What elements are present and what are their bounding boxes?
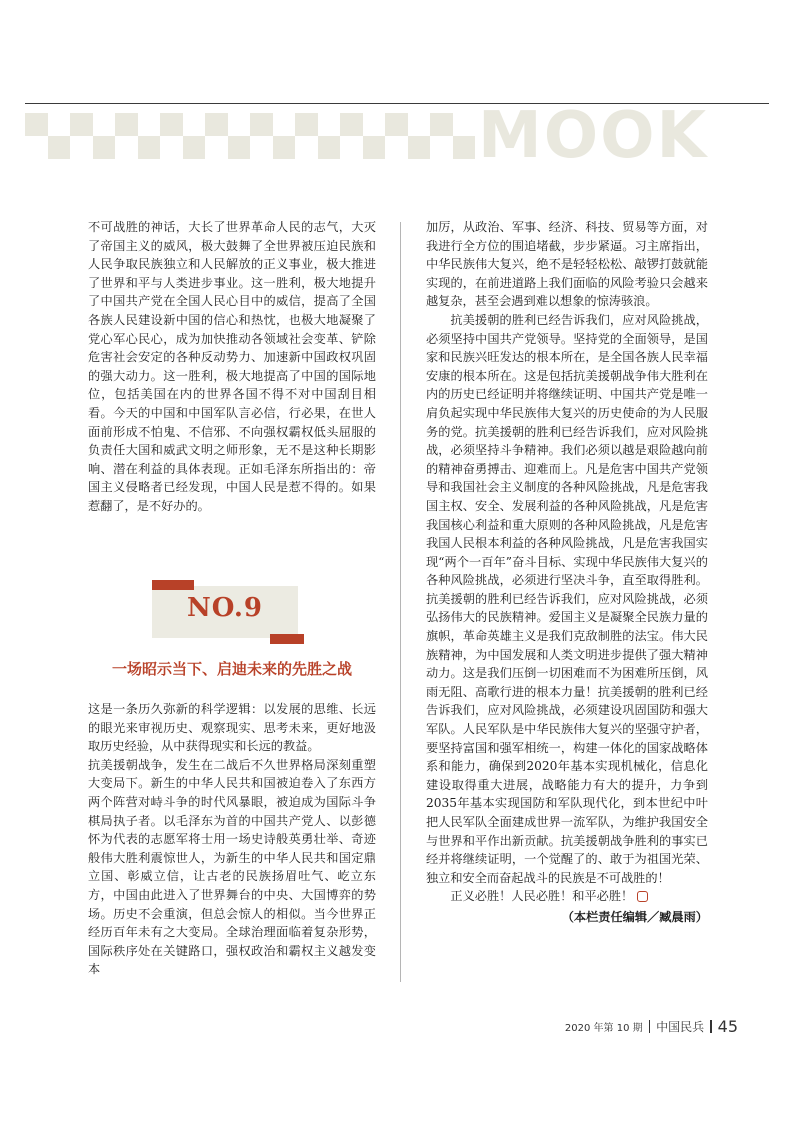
checker-square: [183, 136, 206, 159]
page-footer: [565, 1017, 738, 1036]
paragraph: 抗美援朝战争，发生在二战后不久世界格局深刻重塑大变局下。新生的中华人民共和国被迫卷入了东西方两个阵营对峙斗争的时代风暴眼，被迫成为国际斗争棋局执子者。以毛泽东为首的中国共产党人、以彭德怀为代表的志愿军将士用一场史诗般英勇壮举、奇迹般伟大胜利震惊世人，为新生的中华人民共和国定鼎立国、彰威立信，让古老的民族扬眉吐气、屹立东方，中国由此进入了世界舞台的中央、大国博弈的势场。历史不会重演，但总会惊人的相似。当今世界正经历百年未有之大变局。全球治理面临着复杂形势，国际秩序处在关键路口，强权政治和霸权主义越发变本: [88, 757, 376, 977]
section-number-badge: [152, 580, 304, 644]
left-column-bottom: [88, 700, 376, 979]
closing-line: [426, 887, 708, 906]
section-number-bar-bottom: [270, 634, 304, 644]
checker-square: [25, 113, 48, 136]
checker-square: [115, 113, 138, 136]
checker-square: [273, 136, 296, 159]
checker-square: [408, 136, 431, 159]
left-column-top-paragraph: 不可战胜的神话，大长了世界革命人民的志气，大灭了帝国主义的威风，极大鼓舞了全世界被压迫民族和人民争取民族独立和人民解放的正义事业，极大推进了世界和平与人类进步事业。这一胜利，极大地提升了中国共产党在全国人民心目中的威信，提高了全国各族人民建设新中国的信心和热忱，也极大地凝聚了党心军心民心，成为加快推动各领域社会变革、铲除危害社会安定的各种反动势力、加速新中国政权巩固的强大动力。这一胜利，极大地提高了中国的国际地位，包括美国在内的世界各国不得不对中国刮目相看。今天的中国和中国军队言必信，行必果，在世人面前形成不怕鬼、不信邪、不向强权霸权低头屈服的负责任大国和威武文明之师形象，无不是这种长期影响、潜在利益的具体表现。正如毛泽东所指出的：帝国主义侵略者已经发现，中国人民是惹不得的。如果惹翻了，是不好办的。: [88, 220, 376, 513]
checker-square: [160, 113, 183, 136]
checker-square: [93, 136, 116, 159]
section-number: NO.9: [186, 593, 264, 623]
checker-square: [205, 113, 228, 136]
editor-credit: （本栏责任编辑／臧晨雨）: [561, 909, 708, 924]
checker-square: [363, 136, 386, 159]
footer-magazine: 中国民兵: [656, 1020, 705, 1034]
paragraph: 加厉，从政治、军事、经济、科技、贸易等方面，对我进行全方位的围追堵截，步步紧逼。习主席指出，中华民族伟大复兴，绝不是轻轻松松、敲锣打鼓就能实现的，在前进道路上我们面临的风险考验只会越来越复杂，甚至会遇到难以想象的惊涛骇浪。: [426, 220, 708, 309]
section-number-bar-top: [152, 580, 194, 590]
checker-square: [385, 113, 408, 136]
checker-square: [70, 113, 93, 136]
end-mark-icon: [637, 891, 648, 902]
checker-square: [453, 136, 476, 159]
checker-square: [295, 113, 318, 136]
column-divider: [400, 222, 401, 982]
header-checker-pattern: [25, 113, 475, 159]
footer-separator: [710, 1020, 712, 1033]
closing-text: 正义必胜！人民必胜！和平必胜！: [450, 889, 634, 904]
page-number: 45: [717, 1017, 738, 1036]
checker-square: [48, 136, 71, 159]
checker-square: [138, 136, 161, 159]
checker-square: [250, 113, 273, 136]
checker-square: [318, 136, 341, 159]
paragraph: 抗美援朝的胜利已经告诉我们，应对风险挑战，必须坚持中国共产党领导。坚持党的全面领导，是国家和民族兴旺发达的根本所在，是全国各族人民幸福安康的根本所在。这是包括抗美援朝战争伟大胜利在内的历史已经证明并将继续证明、中国共产党是唯一肩负起实现中华民族伟大复兴的历史使命的为人民服务的党。抗美援朝的胜利已经告诉我们，应对风险挑战，必须坚持斗争精神。我们必须以越是艰险越向前的精神奋勇搏击、迎难而上。凡是危害中国共产党领导和我国社会主义制度的各种风险挑战，凡是危害我国主权、安全、发展利益的各种风险挑战，凡是危害我国核心利益和重大原则的各种风险挑战，凡是危害我国人民根本利益的各种风险挑战，凡是危害我国实现“两个一百年”奋斗目标、实现中华民族伟大复兴的各种风险挑战，必须进行坚决斗争，直至取得胜利。抗美援朝的胜利已经告诉我们，应对风险挑战，必须弘扬伟大的民族精神。爱国主义是凝聚全民族力量的旗帜，革命英雄主义是我们克敌制胜的法宝。伟大民族精神，为中国发展和人类文明进步提供了强大精神动力。这是我们压倒一切困难而不为困难所压倒，风雨无阻、高歌行进的根本力量！抗美援朝的胜利已经告诉我们，应对风险挑战，必须建设巩固国防和强大军队。人民军队是中华民族伟大复兴的坚强守护者，要坚持富国和强军相统一，构建一体化的国家战略体系和能力，确保到2020年基本实现机械化，信息化建设取得重大进展，战略能力有大的提升，力争到2035年基本实现国防和军队现代化，到本世纪中叶把人民军队全面建成世界一流军队，为维护我国安全与世界和平作出新贡献。抗美援朝战争胜利的事实已经并将继续证明，一个觉醒了的、敢于为祖国光荣、独立和安全而奋起战斗的民族是不可战胜的！: [426, 312, 708, 885]
checker-square: [430, 113, 453, 136]
section-title: 一场昭示当下、启迪未来的先胜之战: [111, 660, 352, 678]
header-mook-label: MOOK: [478, 99, 709, 173]
footer-separator: [649, 1020, 651, 1033]
checker-square: [228, 136, 251, 159]
paragraph: 这是一条历久弥新的科学逻辑：以发展的思维、长远的眼光来审视历史、观察现实、思考未来，更好地汲取历史经验，从中获得现实和长远的教益。: [88, 702, 376, 754]
checker-square: [340, 113, 363, 136]
footer-issue: 2020 年第 10 期: [564, 1023, 643, 1034]
right-column: [426, 218, 708, 927]
